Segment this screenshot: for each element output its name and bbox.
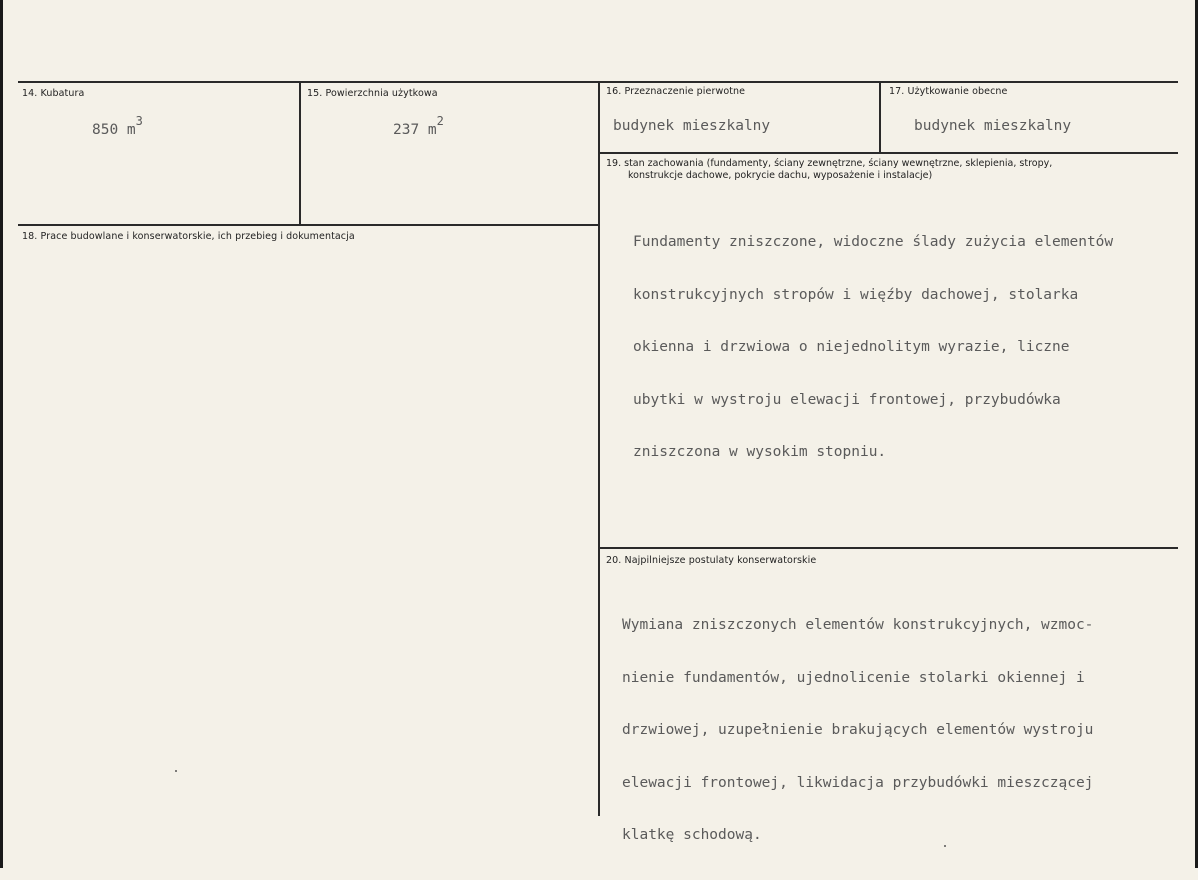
field-19-text-line: ubytki w wystroju elewacji frontowej, przybudówka: [633, 391, 1061, 408]
divider-14-15: [299, 81, 301, 225]
card-left-edge: [0, 0, 3, 868]
field-19-text: [633, 199, 1113, 497]
field-15-unit-exponent: 2: [436, 114, 444, 128]
rule-above-19: [598, 152, 1178, 154]
field-18-label: 18. Prace budowlane i konserwatorskie, ich przebieg i dokumentacja: [22, 231, 355, 242]
divider-16-17: [879, 81, 881, 153]
field-20-text: [622, 582, 1093, 880]
divider-left-right: [598, 81, 600, 816]
paper-speck: [175, 770, 177, 772]
rule-above-18: [18, 224, 599, 226]
field-19-label-line: konstrukcje dachowe, pokrycie dachu, wyposażenie i instalacje): [628, 170, 933, 181]
field-19-text-line: okienna i drzwiowa o niejednolitym wyrazie, liczne: [633, 339, 1070, 355]
field-16-value: budynek mieszkalny: [613, 118, 771, 134]
field-17-value: budynek mieszkalny: [914, 118, 1072, 134]
field-14-value-text: 850 m: [92, 121, 136, 138]
field-15-label: 15. Powierzchnia użytkowa: [307, 88, 438, 99]
field-20-label: 20. Najpilniejsze postulaty konserwatorskie: [606, 555, 817, 566]
field-14-label: 14. Kubatura: [22, 88, 85, 99]
field-16-label: 16. Przeznaczenie pierwotne: [606, 86, 746, 97]
rule-above-20: [598, 547, 1178, 549]
field-19-label-line: 19. stan zachowania (fundamenty, ściany zewnętrzne, ściany wewnętrzne, sklepienia, stropy,: [606, 158, 1053, 169]
field-20-text-line: nienie fundamentów, ujednolicenie stolarki okiennej i: [622, 669, 1085, 686]
field-19-label: [606, 158, 1166, 182]
field-14-unit-exponent: 3: [135, 114, 143, 128]
field-20-text-line: Wymiana zniszczonych elementów konstrukcyjnych, wzmoc-: [622, 617, 1094, 633]
field-20-text-line: elewacji frontowej, likwidacja przybudówki mieszczącej: [622, 774, 1094, 791]
field-20-text-line: drzwiowej, uzupełnienie brakujących elementów wystroju: [622, 722, 1094, 738]
field-15-value: [393, 114, 444, 138]
paper-speck: [944, 845, 946, 847]
field-19-text-line: konstrukcyjnych stropów i więźby dachowej, stolarka: [633, 286, 1079, 303]
field-19-text-line: Fundamenty zniszczone, widoczne ślady zużycia elementów: [633, 234, 1114, 250]
field-15-value-text: 237 m: [393, 121, 437, 138]
field-19-text-line: zniszczona w wysokim stopniu.: [633, 444, 887, 460]
field-20-text-line: klatkę schodową.: [622, 827, 762, 843]
field-17-label: 17. Użytkowanie obecne: [889, 86, 1008, 97]
field-14-value: [92, 114, 143, 138]
